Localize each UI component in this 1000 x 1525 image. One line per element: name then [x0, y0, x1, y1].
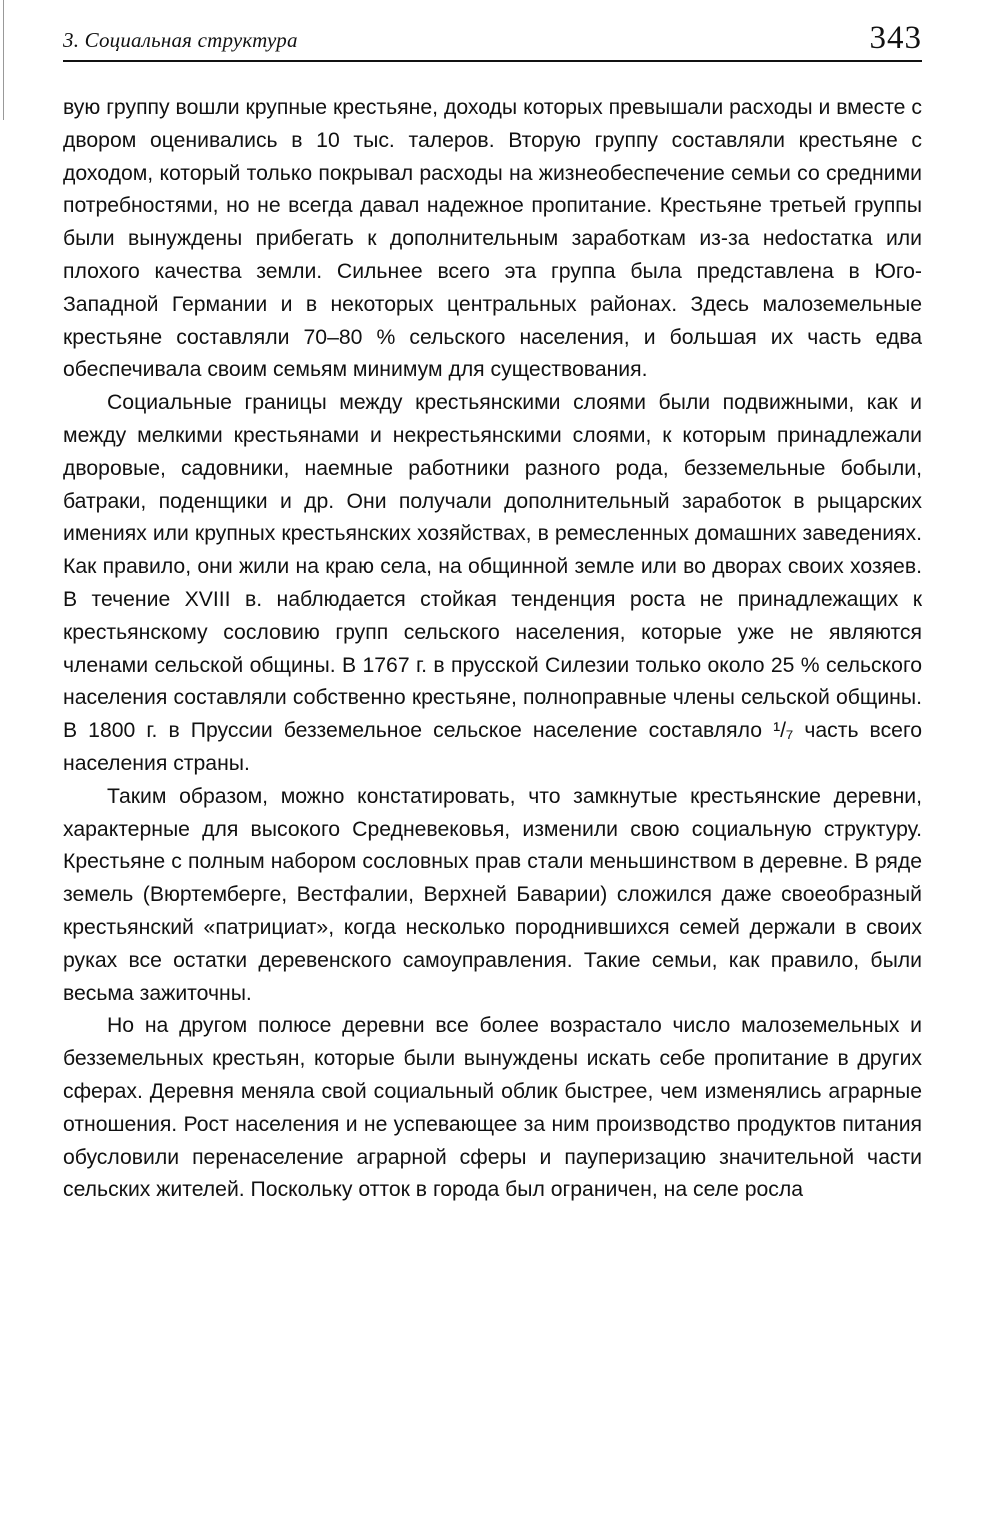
- paragraph: Но на другом полюсе деревни все более возрастало число малоземельных и безземельных крестьян, которые были вынуждены искать себе пропитание в других сферах. Деревня меняла свой социальный облик быстрее, чем изменялись аграрные отношения. Рост населения и не успевающее за ним производство продуктов питания обусловили перенаселение аграрной сферы и пауперизацию значительной части сельских жителей. Поскольку отток в города был ограничен, на селе росла: [63, 1014, 922, 1202]
- paragraph: Социальные границы между крестьянскими слоями были подвижными, как и между мелкими крестьянами и некрестьянскими слоями, к которым принадлежали дворовые, садовники, наемные работники разного рода, безземельные бобыли, батраки, поденщики и др. Они получали дополнительный заработок в рыцарских имениях или крупных крестьянских хозяйствах, в ремесленных домашних заведениях. Как правило, они жили на краю села, на общинной земле или во дворах своих хозяев. В течение XVIII в. наблюдается стойкая тенденция роста не принадлежащих к крестьянскому сословию групп сельского населения, которые уже не являются членами сельской общины. В 1767 г. в прусской Силезии только около 25 % сельского населения составляли собственно крестьяне, полноправные члены сельской общины. В 1800 г. в Пруссии безземельное сельское население составляло ¹/₇ часть всего населения страны.: [63, 391, 922, 775]
- body-text: [63, 92, 922, 1207]
- page-header: [63, 18, 922, 62]
- scan-edge-line: [3, 0, 4, 120]
- paragraph: Таким образом, можно констатировать, что замкнутые крестьянские деревни, характерные для высокого Средневековья, изменили свою социальную структуру. Крестьяне с полным набором сословных прав стали меньшинством в деревне. В ряде земель (Вюртемберге, Вестфалии, Верхней Баварии) сложился даже своеобразный крестьянский «патрициат», когда несколько породнившихся семей держали в своих руках все остатки деревенского самоуправления. Такие семьи, как правило, были весьма зажиточны.: [63, 784, 922, 1005]
- paragraph-continued: вую группу вошли крупные крестьяне, доходы которых превышали расходы и вместе с двором оценивались в 10 тыс. талеров. Вторую группу составляли крестьяне с доходом, который только покрывал расходы на жизнеобеспечение семьи со средними потребностями, но не всегда давал надежное пропитание. Крестьяне третьей группы были вынуждены прибегать к дополнительным заработкам из-за неdостатка или плохого качества земли. Сильнее всего эта группа была представлена в Юго-Западной Германии и в некоторых центральных районах. Здесь малоземельные крестьяне составляли 70–80 % сельского населения, и большая их часть едва обеспечивала своим семьям минимум для существования.: [63, 96, 922, 382]
- running-head: 3. Социальная структура: [63, 28, 298, 52]
- page-number: 343: [869, 20, 922, 56]
